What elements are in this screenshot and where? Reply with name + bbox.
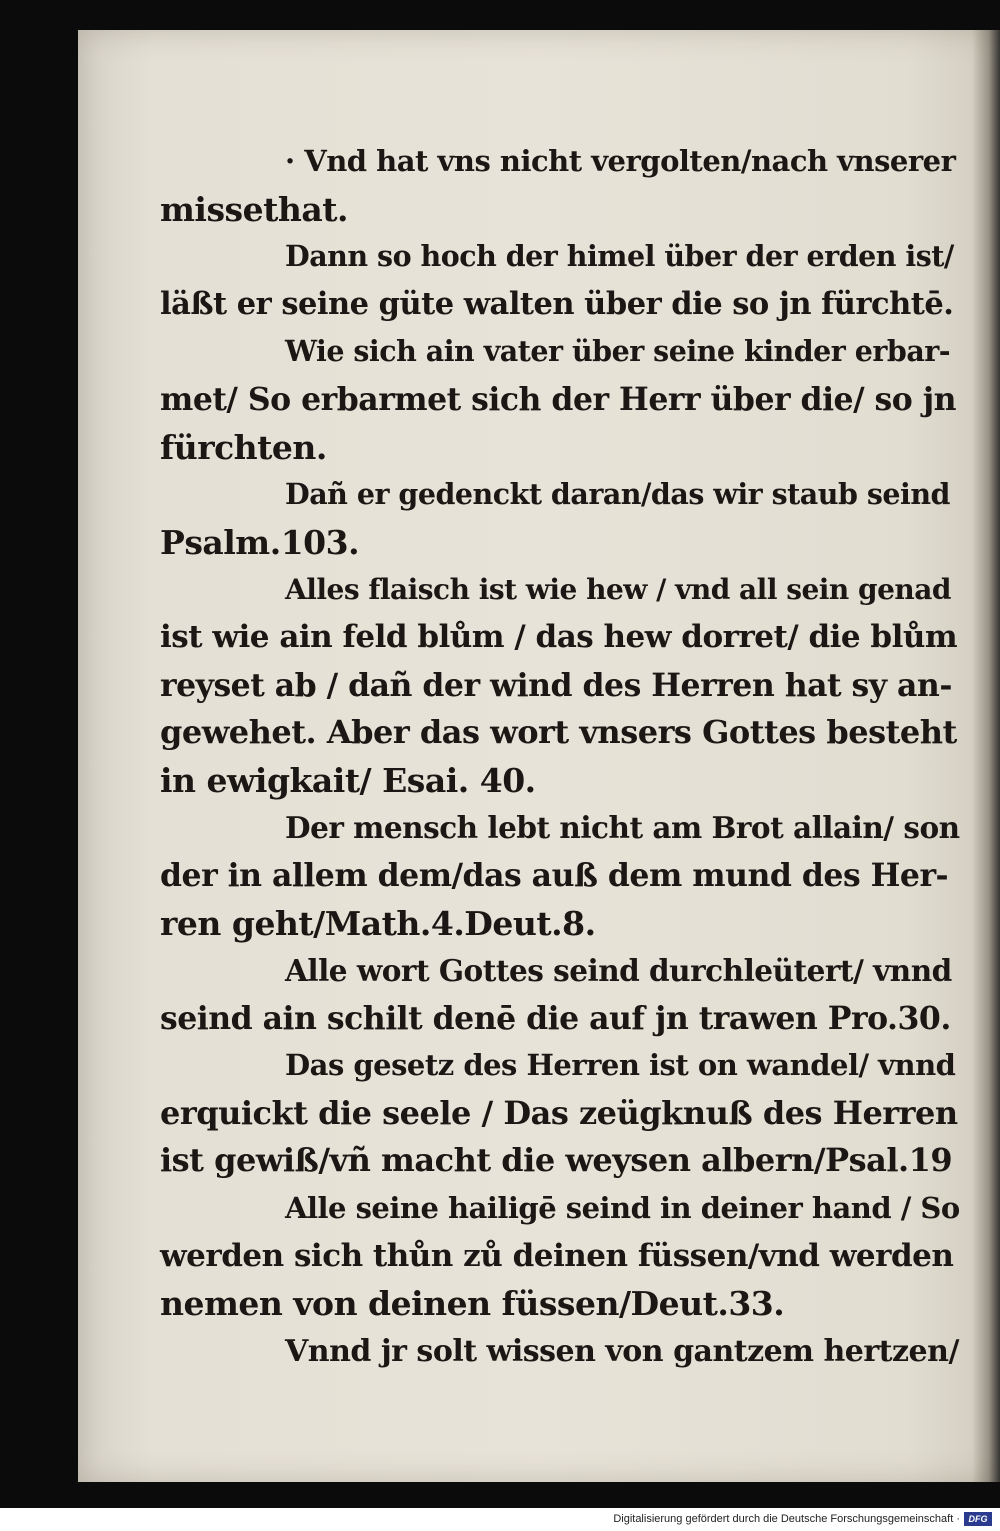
text-line: met/ So erbarmet sich der Herr über die/ so jn	[160, 380, 957, 418]
text-line: ist wie ain feld blům / das hew dorret/ die blům	[160, 618, 958, 655]
text-line: reyset ab / dañ der wind des Herren hat sy an-	[160, 666, 952, 704]
text-line: missethat.	[160, 189, 348, 229]
text-line: in ewigkait/ Esai. 40.	[160, 760, 536, 800]
text-line: Wie sich ain vater über seine kinder erbar-	[285, 334, 951, 369]
page-text	[160, 138, 960, 1375]
page-edge-shadow	[972, 30, 1000, 1482]
text-line: ist gewiß/vñ macht die weysen albern/Psal.19	[160, 1141, 953, 1180]
text-line: Dañ er gedenckt daran/das wir staub seind	[285, 477, 950, 512]
text-line: ren geht/Math.4.Deut.8.	[160, 903, 596, 943]
text-line: läßt er seine güte walten über die so jn fürchtē.	[160, 285, 954, 322]
text-line: werden sich thůn zů deinen füssen/vnd werden	[160, 1237, 954, 1274]
dfg-logo: DFG	[964, 1512, 992, 1526]
text-line: nemen von deinen füssen/Deut.33.	[160, 1284, 785, 1324]
text-line: · Vnd hat vns nicht vergolten/nach vnserer	[285, 144, 956, 178]
text-line: Das gesetz des Herren ist on wandel/ vnnd	[285, 1048, 956, 1083]
text-line: Der mensch lebt nicht am Brot allain/ son	[285, 810, 960, 846]
text-line: Alle seine hailigē seind in deiner hand / So	[285, 1191, 960, 1226]
text-line: Alles flaisch ist wie hew / vnd all sein genad	[285, 573, 951, 607]
text-line: der in allem dem/das auß dem mund des Her-	[160, 856, 949, 894]
text-line: Vnnd jr solt wissen von gantzem hertzen/	[285, 1333, 959, 1369]
footer-credit: Digitalisierung gefördert durch die Deutsche Forschungsgemeinschaft ·	[613, 1513, 960, 1525]
text-line: gewehet. Aber das wort vnsers Gottes besteht	[160, 713, 957, 752]
text-line: Dann so hoch der himel über der erden ist/	[285, 239, 954, 274]
text-line: Alle wort Gottes seind durchleütert/ vnnd	[285, 953, 952, 989]
text-line: fürchten.	[160, 427, 327, 467]
text-line: erquickt die seele / Das zeügknuß des Herren	[160, 1093, 958, 1132]
text-line: Psalm.103.	[160, 522, 360, 562]
text-line: seind ain schilt denē die auf jn trawen Pro.30.	[160, 999, 951, 1037]
